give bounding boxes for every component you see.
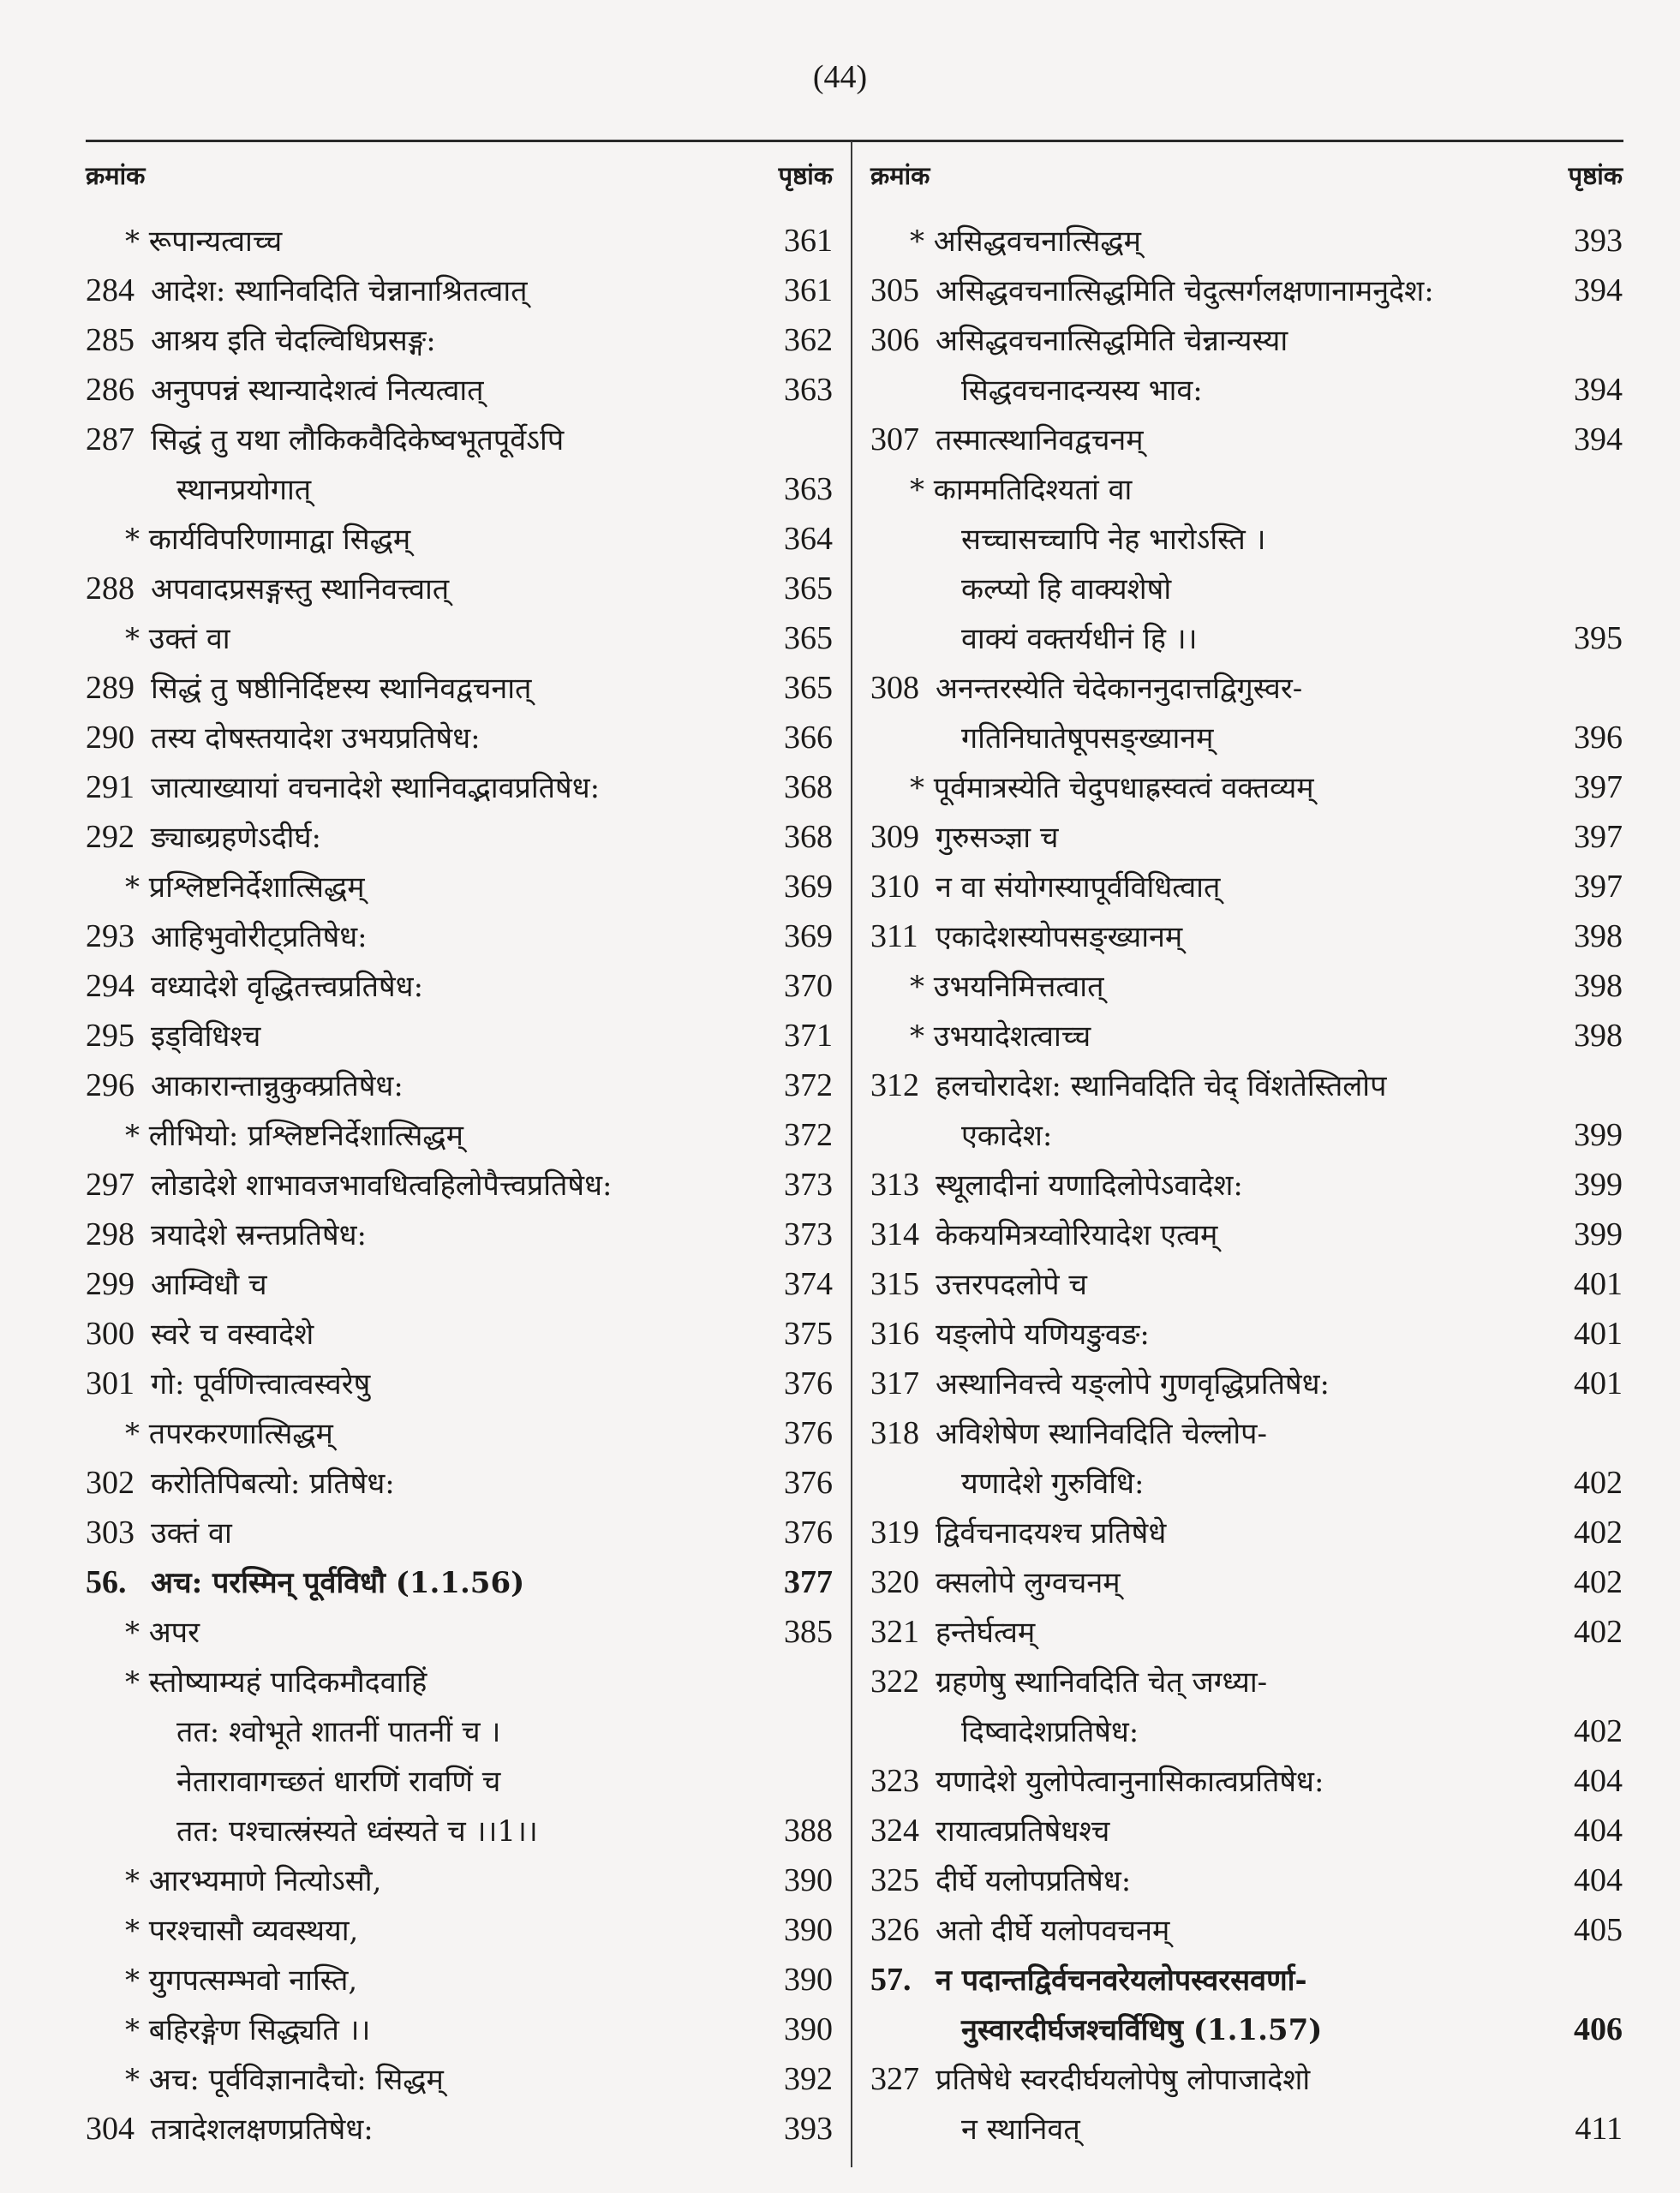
entry-text: तस्मात्स्थानिवद्वचनम्	[936, 423, 1144, 457]
entry-page: 399	[1574, 1117, 1623, 1153]
entry-page: 398	[1574, 1018, 1623, 1054]
entry-text: * अपर	[125, 1616, 200, 1650]
entry-text: केकयमित्रय्वोरियादेश एत्वम्	[936, 1218, 1218, 1252]
entry-number: 305	[870, 272, 919, 308]
entry-text: * रूपान्यत्वाच्च	[125, 224, 283, 259]
entry-text: द्विर्वचनादयश्च प्रतिषेधे	[936, 1516, 1167, 1551]
entry-text: * तपरकरणात्सिद्धम्	[125, 1417, 333, 1451]
index-entry	[870, 955, 1623, 1005]
entry-number: 320	[870, 1564, 919, 1600]
index-entry	[870, 2048, 1623, 2098]
entry-text: एकादेश:	[961, 1119, 1053, 1153]
entry-number: 292	[86, 819, 135, 855]
entry-number: 326	[870, 1912, 919, 1948]
entry-text: यणादेशे गुरुविधि:	[961, 1467, 1145, 1501]
entry-text: यणादेशे युलोपेत्वानुनासिकात्वप्रतिषेध:	[936, 1765, 1324, 1799]
entry-text: अच: परस्मिन् पूर्वविधौ (1.1.56)	[151, 1566, 525, 1600]
entry-page: 369	[784, 918, 833, 954]
entry-text: * युगपत्सम्भवो नास्ति,	[125, 1963, 358, 1998]
index-entry	[86, 309, 833, 359]
entry-text: सिद्धं तु षष्ठीनिर्दिष्टस्य स्थानिवद्वचनात्	[151, 672, 532, 706]
entry-page: 390	[784, 1862, 833, 1898]
entry-page: 376	[784, 1465, 833, 1501]
entry-text: तत: पश्चात्स्रंस्यते ध्वंस्यते च ।।1।।	[176, 1814, 538, 1849]
entry-page: 404	[1574, 1862, 1623, 1898]
index-entry	[86, 1750, 833, 1800]
serial-header: क्रमांक	[86, 161, 146, 190]
index-entry	[870, 1055, 1623, 1104]
entry-number: 291	[86, 769, 135, 805]
index-entry	[870, 1800, 1623, 1849]
entry-text: * कार्यविपरिणामाद्वा सिद्धम्	[125, 523, 411, 557]
entry-page: 392	[784, 2061, 833, 2097]
entry-page: 374	[784, 1266, 833, 1302]
entry-text: गतिनिघातेषूपसङ्ख्यानम्	[961, 721, 1214, 756]
index-entry	[86, 1849, 833, 1899]
entry-page: 401	[1574, 1266, 1623, 1302]
entry-text: न वा संयोगस्यापूर्वविधित्वात्	[936, 870, 1221, 905]
index-entry	[870, 260, 1623, 309]
entry-page: 369	[784, 869, 833, 905]
entry-text: नुस्वारदीर्घजश्चर्विधिषु (1.1.57)	[961, 2013, 1323, 2047]
entry-text: उत्तरपदलोपे च	[936, 1268, 1087, 1302]
index-entry	[870, 1502, 1623, 1551]
entry-page: 372	[784, 1067, 833, 1103]
right-entries	[870, 210, 1623, 2148]
index-entry	[86, 905, 833, 955]
entry-number: 298	[86, 1216, 135, 1252]
entry-text: आकारान्तान्नुकुक्प्रतिषेध:	[151, 1069, 404, 1103]
entry-text: * परश्चासौ व्यवस्थया,	[125, 1914, 359, 1948]
entry-page: 402	[1574, 1515, 1623, 1551]
entry-page: 376	[784, 1515, 833, 1551]
entry-page: 411	[1575, 2111, 1623, 2147]
entry-page: 397	[1574, 769, 1623, 805]
entry-text: आहिभुवोरीट्प्रतिषेध:	[151, 920, 368, 954]
entry-text: * अच: पूर्वविज्ञानादैचो: सिद्धम्	[125, 2063, 444, 2097]
entry-number: 303	[86, 1515, 135, 1551]
entry-text: वाक्यं वक्तर्यधीनं हि ।।	[961, 622, 1198, 656]
index-entry	[86, 707, 833, 756]
index-entry	[86, 657, 833, 707]
index-entry	[86, 607, 833, 657]
entry-text: असिद्धवचनात्सिद्धमिति चेदुत्सर्गलक्षणानामनुदेश:	[936, 274, 1434, 308]
entry-text: आश्रय इति चेदल्विधिप्रसङ्ग:	[151, 324, 436, 358]
entry-text: असिद्धवचनात्सिद्धमिति चेन्नान्यस्या	[936, 324, 1288, 358]
entry-number: 307	[870, 421, 919, 457]
entry-page: 361	[784, 272, 833, 308]
entry-number: 317	[870, 1365, 919, 1401]
entry-page: 394	[1574, 272, 1623, 308]
entry-number: 318	[870, 1415, 919, 1451]
entry-number: 295	[86, 1018, 135, 1054]
index-entry	[870, 1204, 1623, 1253]
entry-number: 293	[86, 918, 135, 954]
index-entry	[870, 508, 1623, 558]
index-entry	[86, 2098, 833, 2148]
entry-text: * बहिरङ्गेण सिद्ध्यति ।।	[125, 2013, 371, 2047]
entry-number: 309	[870, 819, 919, 855]
entry-page: 385	[784, 1614, 833, 1650]
entry-number: 327	[870, 2061, 919, 2097]
entry-text: अनुपपन्नं स्थान्यादेशत्वं नित्यत्वात्	[151, 373, 484, 408]
entry-page: 363	[784, 372, 833, 408]
entry-number: 313	[870, 1167, 919, 1203]
entry-page: 376	[784, 1415, 833, 1451]
entry-page: 393	[784, 2111, 833, 2147]
entry-page: 399	[1574, 1216, 1623, 1252]
entry-text: गो: पूर्वणित्त्वात्वस्वरेषु	[151, 1367, 371, 1401]
index-entry	[86, 955, 833, 1005]
entry-page: 398	[1574, 918, 1623, 954]
index-entry	[870, 1750, 1623, 1800]
entry-text: स्थानप्रयोगात्	[176, 473, 312, 507]
index-entry	[870, 1253, 1623, 1303]
entry-page: 363	[784, 471, 833, 507]
entry-number: 315	[870, 1266, 919, 1302]
entry-number: 310	[870, 869, 919, 905]
index-entry	[86, 359, 833, 409]
entry-page: 402	[1574, 1614, 1623, 1650]
entry-page: 371	[784, 1018, 833, 1054]
entry-number: 289	[86, 670, 135, 706]
entry-text: तत्रादेशलक्षणप्रतिषेध:	[151, 2112, 374, 2147]
entry-page: 362	[784, 322, 833, 358]
entry-page: 398	[1574, 968, 1623, 1004]
entry-page: 366	[784, 720, 833, 756]
entry-text: गुरुसञ्ज्ञा च	[936, 821, 1059, 855]
entry-number: 304	[86, 2111, 135, 2147]
entry-number: 308	[870, 670, 919, 706]
entry-text: यङ्लोपे यणियङुवङ:	[936, 1318, 1150, 1352]
entry-text: करोतिपिबत्यो: प्रतिषेध:	[151, 1467, 395, 1501]
entry-page: 390	[784, 1962, 833, 1998]
entry-text: हन्तेर्घत्वम्	[936, 1616, 1036, 1650]
right-column-header	[870, 158, 1623, 210]
entry-page: 404	[1574, 1813, 1623, 1849]
index-entry	[870, 756, 1623, 806]
entry-text: दीर्घे यलोपप्रतिषेध:	[936, 1864, 1132, 1898]
index-entry	[870, 210, 1623, 260]
entry-number: 323	[870, 1763, 919, 1799]
index-entry	[870, 409, 1623, 458]
entry-text: * आरभ्यमाणे नित्योऽसौ,	[125, 1864, 382, 1898]
index-entry	[86, 1005, 833, 1055]
entry-page: 365	[784, 670, 833, 706]
index-entry	[86, 508, 833, 558]
entry-page: 394	[1574, 372, 1623, 408]
index-entry	[86, 1402, 833, 1452]
entry-text: * प्रश्लिष्टनिर्देशात्सिद्धम्	[125, 870, 365, 905]
entry-text: उक्तं वा	[151, 1516, 232, 1551]
entry-page: 373	[784, 1167, 833, 1203]
entry-number: 321	[870, 1614, 919, 1650]
entry-page: 394	[1574, 421, 1623, 457]
index-entry	[86, 806, 833, 856]
index-entry	[86, 1253, 833, 1303]
entry-page: 397	[1574, 869, 1623, 905]
entry-text: * असिद्धवचनात्सिद्धम्	[910, 224, 1141, 259]
entry-text: अतो दीर्घे यलोपवचनम्	[936, 1914, 1170, 1948]
entry-page: 401	[1574, 1365, 1623, 1401]
entry-number: 297	[86, 1167, 135, 1203]
entry-text: आम्विधौ च	[151, 1268, 267, 1302]
index-entry	[86, 1551, 833, 1601]
index-entry	[86, 458, 833, 508]
index-entry	[870, 707, 1623, 756]
index-entry	[870, 1551, 1623, 1601]
entry-text: स्थूलादीनां यणादिलोपेऽवादेश:	[936, 1168, 1243, 1203]
entry-page: 397	[1574, 819, 1623, 855]
entry-page: 373	[784, 1216, 833, 1252]
entry-page: 372	[784, 1117, 833, 1153]
index-entry	[870, 856, 1623, 905]
index-entry	[870, 1353, 1623, 1402]
entry-number: 302	[86, 1465, 135, 1501]
entry-number: 324	[870, 1813, 919, 1849]
index-entry	[870, 1154, 1623, 1204]
page-header: पृष्ठांक	[1568, 161, 1623, 190]
entry-text: * स्तोष्याम्यहं पादिकमौदवाहिं	[125, 1665, 427, 1700]
index-entry	[86, 1154, 833, 1204]
entry-number: 294	[86, 968, 135, 1004]
entry-text: ग्रहणेषु स्थानिवदिति चेत् जग्ध्या-	[936, 1665, 1268, 1700]
index-entry	[86, 1303, 833, 1353]
index-entry	[870, 458, 1623, 508]
index-entry	[86, 1204, 833, 1253]
index-entry	[870, 558, 1623, 607]
entry-page: 368	[784, 819, 833, 855]
entry-number: 306	[870, 322, 919, 358]
index-entry	[86, 1104, 833, 1154]
entry-page: 402	[1574, 1465, 1623, 1501]
index-entry	[86, 1949, 833, 1999]
entry-number: 325	[870, 1862, 919, 1898]
entry-page: 402	[1574, 1564, 1623, 1600]
index-entry	[86, 409, 833, 458]
entry-text: तस्य दोषस्तयादेश उभयप्रतिषेध:	[151, 721, 481, 756]
entry-page: 390	[784, 2011, 833, 2047]
left-entries	[86, 210, 833, 2148]
entry-number: 301	[86, 1365, 135, 1401]
index-entry	[870, 309, 1623, 359]
index-entry	[870, 607, 1623, 657]
index-entry	[870, 1104, 1623, 1154]
entry-page: 376	[784, 1365, 833, 1401]
left-column-header	[86, 158, 833, 210]
entry-page: 375	[784, 1316, 833, 1352]
entry-page: 361	[784, 223, 833, 259]
page-header: पृष्ठांक	[778, 161, 833, 190]
index-entry	[86, 1700, 833, 1750]
entry-page: 370	[784, 968, 833, 1004]
entry-page: 404	[1574, 1763, 1623, 1799]
entry-text: न स्थानिवत्	[961, 2112, 1080, 2147]
index-entry	[870, 806, 1623, 856]
entry-text: * लीभियो: प्रश्लिष्टनिर्देशात्सिद्धम्	[125, 1119, 463, 1153]
index-entry	[86, 260, 833, 309]
entry-number: 299	[86, 1266, 135, 1302]
entry-text: क्सलोपे लुग्वचनम्	[936, 1566, 1121, 1600]
index-entry	[86, 1353, 833, 1402]
index-entry	[870, 1005, 1623, 1055]
index-entry	[86, 1601, 833, 1651]
entry-number: 285	[86, 322, 135, 358]
entry-text: अस्थानिवत्त्वे यङ्लोपे गुणवृद्धिप्रतिषेध:	[936, 1367, 1330, 1401]
index-entry	[86, 1899, 833, 1949]
index-entry	[86, 1999, 833, 2048]
entry-text: तत: श्वोभूते शातनीं पातनीं च ।	[176, 1715, 501, 1749]
index-entry	[86, 1502, 833, 1551]
entry-text: आदेश: स्थानिवदिति चेन्नानाश्रितत्वात्	[151, 274, 528, 308]
entry-text: न पदान्तद्विर्वचनवरेयलोपस्वरसवर्णा-	[936, 1963, 1307, 1998]
entry-number: 311	[870, 918, 918, 954]
index-entry	[870, 905, 1623, 955]
entry-number: 288	[86, 571, 135, 607]
column-divider	[851, 141, 852, 2167]
entry-text: सिद्धं तु यथा लौकिकवैदिकेष्वभूतपूर्वेऽपि	[151, 423, 565, 457]
index-entry	[86, 1800, 833, 1849]
index-entry	[870, 1601, 1623, 1651]
entry-page: 396	[1574, 720, 1623, 756]
entry-text: कल्प्यो हि वाक्यशेषो	[961, 572, 1172, 607]
entry-text: दिष्वादेशप्रतिषेध:	[961, 1715, 1139, 1749]
entry-number: 57.	[870, 1962, 912, 1998]
entry-number: 284	[86, 272, 135, 308]
entry-number: 322	[870, 1664, 919, 1700]
entry-page: 364	[784, 521, 833, 557]
index-entry	[86, 210, 833, 260]
entry-number: 312	[870, 1067, 919, 1103]
entry-number: 314	[870, 1216, 919, 1252]
index-entry	[86, 1055, 833, 1104]
entry-text: एकादेशस्योपसङ्ख्यानम्	[936, 920, 1183, 954]
entry-text: लोडादेशे शाभावजभावधित्वहिलोपैत्त्वप्रतिषेध:	[151, 1168, 613, 1203]
entry-text: सच्चासच्चापि नेह भारोऽस्ति ।	[961, 523, 1266, 557]
index-entry	[86, 2048, 833, 2098]
index-entry	[86, 1452, 833, 1502]
index-entry	[870, 1899, 1623, 1949]
entry-number: 319	[870, 1515, 919, 1551]
entry-text: * उक्तं वा	[125, 622, 230, 656]
entry-text: अविशेषेण स्थानिवदिति चेल्लोप-	[936, 1417, 1267, 1451]
header-rule	[86, 140, 1623, 142]
left-column	[86, 158, 833, 2148]
index-entry	[870, 1651, 1623, 1700]
entry-text: स्वरे च वस्वादेशे	[151, 1318, 314, 1352]
index-entry	[870, 1999, 1623, 2048]
entry-page: 368	[784, 769, 833, 805]
entry-text: त्रयादेशे स्रन्तप्रतिषेध:	[151, 1218, 368, 1252]
index-entry	[870, 1949, 1623, 1999]
index-entry	[86, 856, 833, 905]
entry-text: नेतारावागच्छतं धारणिं रावणिं च	[176, 1765, 501, 1799]
entry-number: 316	[870, 1316, 919, 1352]
entry-text: अपवादप्रसङ्गस्तु स्थानिवत्त्वात्	[151, 572, 450, 607]
index-entry	[86, 756, 833, 806]
index-entry	[870, 1452, 1623, 1502]
entry-number: 56.	[86, 1564, 127, 1600]
entry-text: रायात्वप्रतिषेधश्च	[936, 1814, 1110, 1849]
right-column	[870, 158, 1623, 2148]
entry-text: * उभयनिमित्तत्वात्	[910, 970, 1104, 1004]
entry-number: 296	[86, 1067, 135, 1103]
entry-number: 300	[86, 1316, 135, 1352]
entry-page: 365	[784, 571, 833, 607]
entry-text: ङ्याब्ग्रहणेऽदीर्घ:	[151, 821, 321, 855]
page-number: (44)	[812, 59, 868, 95]
entry-text: इड्विधिश्च	[151, 1019, 261, 1054]
entry-text: वध्यादेशे वृद्धितत्त्वप्रतिषेध:	[151, 970, 424, 1004]
index-entry	[86, 1651, 833, 1700]
entry-number: 286	[86, 372, 135, 408]
entry-text: * उभयादेशत्वाच्च	[910, 1019, 1091, 1054]
entry-text: * काममतिदिश्यतां वा	[910, 473, 1133, 507]
serial-header: क्रमांक	[870, 161, 930, 190]
index-entry	[870, 1303, 1623, 1353]
entry-text: हलचोरादेश: स्थानिवदिति चेद् विंशतेस्तिलोप	[936, 1069, 1387, 1103]
entry-text: * पूर्वमात्रस्येति चेदुपधाह्रस्वत्वं वक्तव्यम्	[910, 771, 1314, 805]
entry-page: 390	[784, 1912, 833, 1948]
entry-page: 406	[1574, 2011, 1623, 2047]
index-entry	[870, 1402, 1623, 1452]
entry-page: 377	[784, 1564, 833, 1600]
index-entry	[870, 657, 1623, 707]
entry-page: 399	[1574, 1167, 1623, 1203]
entry-text: अनन्तरस्येति चेदेकाननुदात्तद्विगुस्वर-	[936, 672, 1303, 706]
entry-number: 290	[86, 720, 135, 756]
index-entry	[870, 359, 1623, 409]
entry-page: 402	[1574, 1713, 1623, 1749]
entry-page: 401	[1574, 1316, 1623, 1352]
entry-page: 365	[784, 620, 833, 656]
index-entry	[870, 2098, 1623, 2148]
index-entry	[870, 1700, 1623, 1750]
entry-number: 287	[86, 421, 135, 457]
entry-page: 388	[784, 1813, 833, 1849]
index-entry	[870, 1849, 1623, 1899]
index-entry	[86, 558, 833, 607]
entry-text: सिद्धवचनादन्यस्य भाव:	[961, 373, 1203, 408]
entry-page: 405	[1574, 1912, 1623, 1948]
entry-text: जात्याख्यायां वचनादेशे स्थानिवद्भावप्रतिषेध:	[151, 771, 601, 805]
entry-text: प्रतिषेधे स्वरदीर्घयलोपेषु लोपाजादेशो	[936, 2063, 1311, 2097]
entry-page: 393	[1574, 223, 1623, 259]
entry-page: 395	[1574, 620, 1623, 656]
